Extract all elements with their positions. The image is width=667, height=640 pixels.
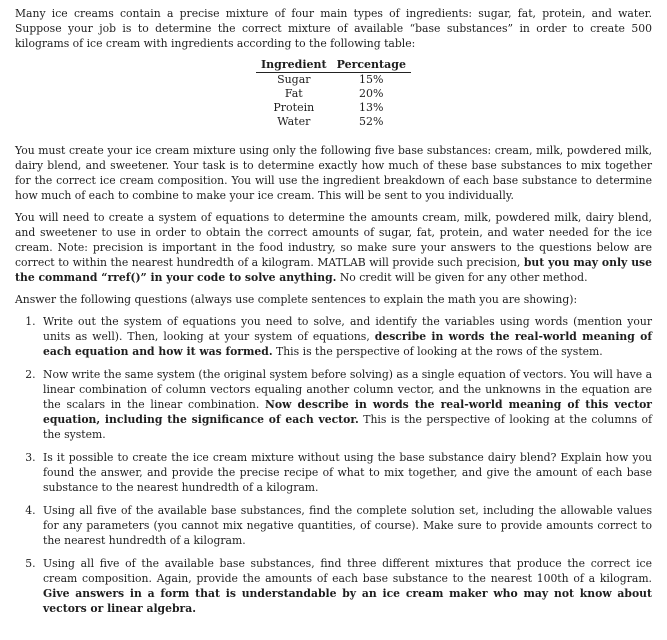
percentage-cell: 20% [359,87,384,100]
question-tail: This is the perspective of looking at the columns of the system. [43,413,653,441]
question-text: Write out the system of equations you need to solve, and identify the variables using words (mention your units as well). Then, looking at your system of equations, [43,315,652,343]
system-paragraph [15,210,652,285]
system-paragraph-bold: but you may only use the command “rref()” in your code to solve anything. [15,256,652,284]
base-substances-paragraph: You must create your ice cream mixture using only the following five base substances: cream, milk, powdered milk, dairy blend, and sweetener. Your task is to determine exactly how much of these base substances to mix together for the correct ice cream composition. You will use the ingredient breakdown of each base substance to determine how much of each to combine to make your ice cream. This will be sent to you individually. [15,144,652,202]
ingredient-cell: Fat [284,87,303,100]
ingredient-cell: Water [277,115,311,128]
question-list [15,314,652,616]
percentage-cell: 13% [359,101,384,114]
question-item [39,556,652,616]
ingredient-table-wrapper [15,58,652,129]
header-ingredient: Ingredient [256,58,332,73]
header-percentage: Percentage [332,58,411,73]
system-paragraph-text: You will need to create a system of equations to determine the amounts cream, milk, powdered milk, dairy blend, and sweetener to use in order to obtain the correct amounts of sugar, fat, protein, and water needed for the ice cream. Note: precision is important in the food industry, so make sure your answers to the questions below are correct to within the nearest hundredth of a kilogram. MATLAB will provide such precision, [15,211,652,269]
question-item [39,314,652,359]
percentage-cell: 52% [359,115,384,128]
question-bold: describe in words the real-world meaning of each equation and how it was formed. [43,330,652,358]
system-paragraph-tail: No credit will be given for any other method. [339,271,588,284]
ingredient-cell: Protein [273,101,315,114]
ingredient-table [256,58,411,129]
question-item [39,503,652,548]
question-bold: Now describe in words the real-world meaning of this vector equation, including the significance of each vector. [43,398,652,426]
percentage-cell: 15% [359,73,384,86]
table-header-row [256,58,411,73]
question-item [39,367,652,442]
instructions-paragraph: Answer the following questions (always use complete sentences to explain the math you are showing): [15,293,578,306]
question-bold: Give answers in a form that is understandable by an ice cream maker who may not know about vectors or linear algebra. [43,587,652,615]
question-text: Using all five of the available base substances, find the complete solution set, including the allowable values for any parameters (you cannot mix negative quantities, of course). Make sure to provide amounts correct to the nearest hundredth of a kilogram. [43,504,652,547]
table-row [256,87,411,101]
question-text: Using all five of the available base substances, find three different mixtures that produce the correct ice cream composition. Again, provide the amounts of each base substance to the nearest 100th of a kilogram. [43,557,652,585]
question-tail: This is the perspective of looking at the rows of the system. [276,345,603,358]
table-row [256,101,411,115]
intro-paragraph: Many ice creams contain a precise mixture of four main types of ingredients: sugar, fat, protein, and water. Suppose your job is to determine the correct mixture of available “base substances” in order to create 500 kilograms of ice cream with ingredients according to the following table: [15,7,652,50]
question-item [39,450,652,495]
question-text: Now write the same system (the original system before solving) as a single equation of vectors. You will have a linear combination of column vectors equaling another column vector, and the unknowns in the equation are the scalars in the linear combination. [43,368,652,411]
ingredient-cell: Sugar [277,73,311,86]
table-row [256,115,411,129]
table-row [256,73,411,88]
question-text: Is it possible to create the ice cream mixture without using the base substance dairy blend? Explain how you found the answer, and provide the precise recipe of what to mix together, and give the amount of each base substance to the nearest hundredth of a kilogram. [43,451,652,494]
